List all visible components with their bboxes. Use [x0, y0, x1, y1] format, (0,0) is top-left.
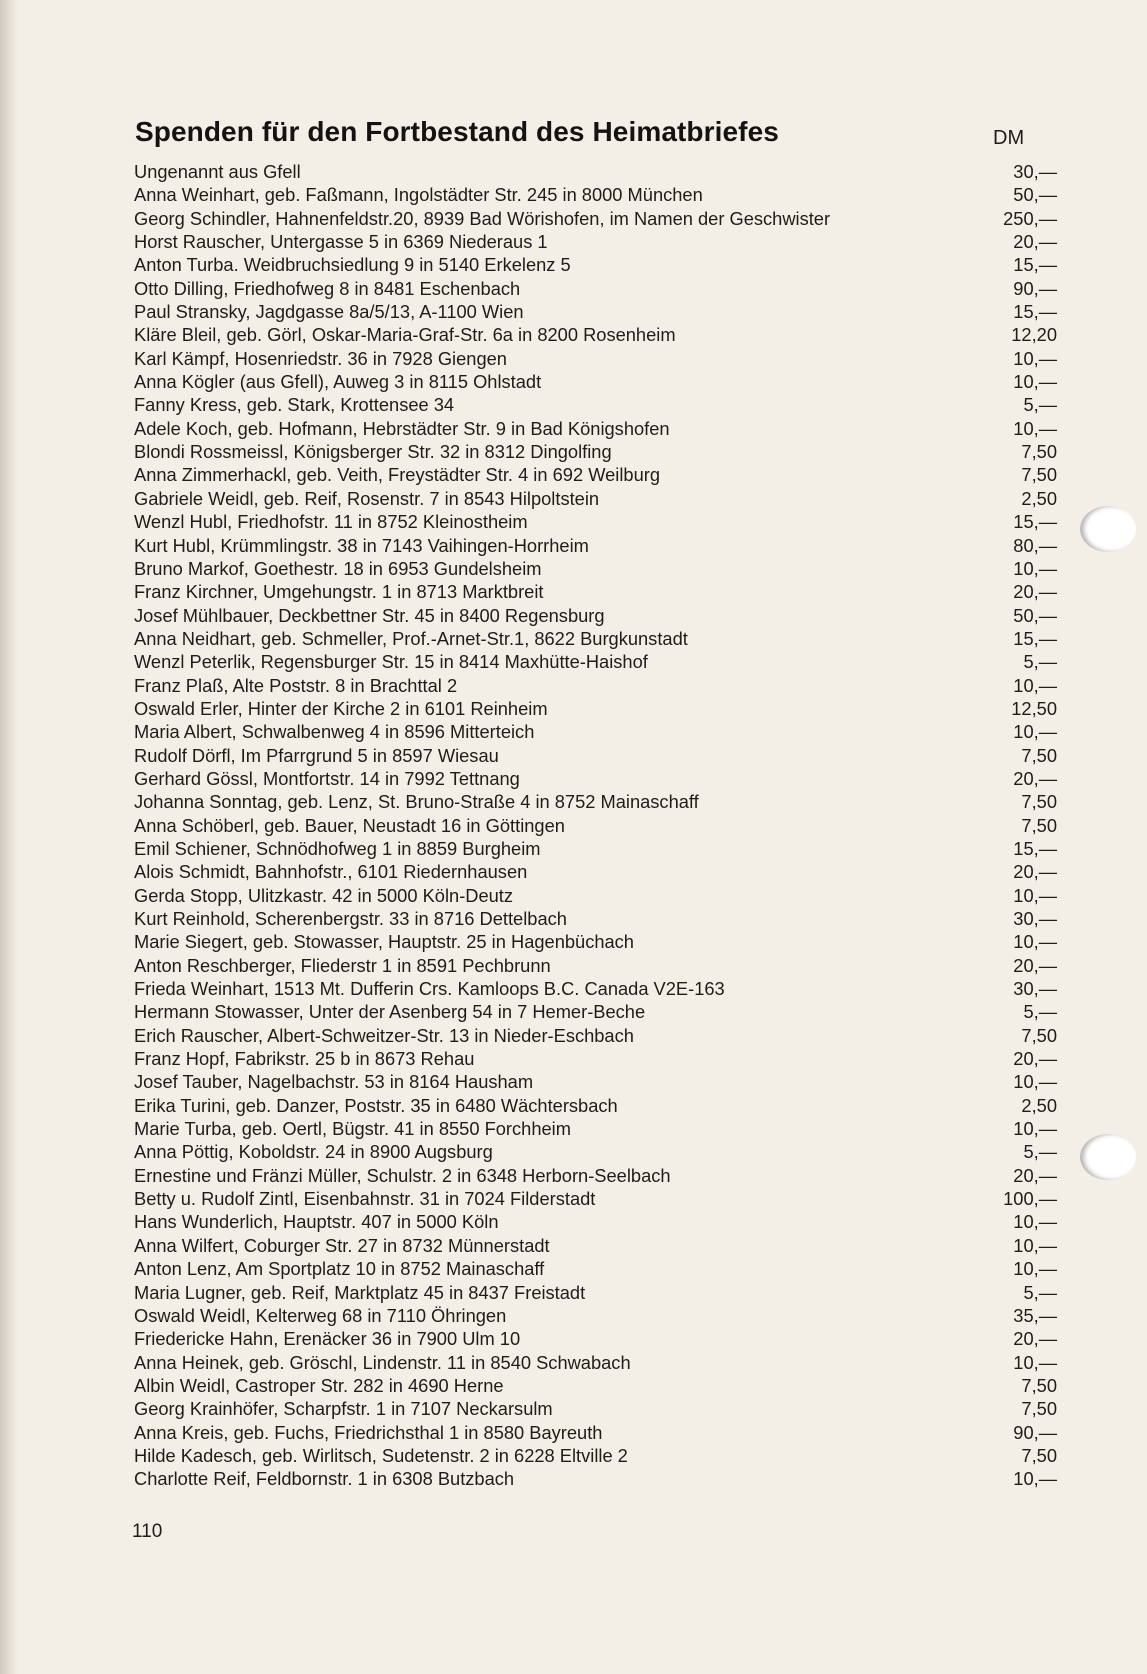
donor-row: [131, 1140, 1061, 1163]
donation-amount: 20,—: [1013, 581, 1057, 603]
donor-row: [131, 580, 1061, 603]
donation-amount: 5,—: [1023, 651, 1057, 673]
donation-amount: 20,—: [1013, 767, 1057, 789]
donor-name: Georg Schindler, Hahnenfeldstr.20, 8939 Bad Wörishofen, im Namen der Geschwister: [134, 207, 831, 229]
donor-name: Anna Zimmerhackl, geb. Veith, Freystädter Str. 4 in 692 Weilburg: [134, 464, 661, 486]
donor-row: [131, 1234, 1061, 1257]
donation-amount: 7,50: [1021, 1444, 1057, 1466]
donation-amount: 90,—: [1013, 277, 1057, 299]
donation-amount: 5,—: [1023, 1001, 1057, 1023]
donor-row: [131, 487, 1061, 510]
donation-amount: 12,20: [1011, 324, 1057, 346]
donation-amount: 80,—: [1013, 534, 1057, 556]
donor-name: Josef Mühlbauer, Deckbettner Str. 45 in 8400 Regensburg: [134, 604, 605, 626]
currency-header: DM: [993, 127, 1025, 149]
donor-row: [131, 814, 1061, 837]
donation-amount: 7,50: [1021, 1398, 1057, 1420]
donor-row: [131, 837, 1061, 860]
donor-row: [131, 417, 1061, 440]
donation-amount: 30,—: [1013, 161, 1057, 182]
donation-amount: 20,—: [1013, 231, 1057, 253]
donor-name: Kläre Bleil, geb. Görl, Oskar-Maria-Graf-Str. 6a in 8200 Rosenheim: [134, 324, 676, 346]
donor-name: Georg Krainhöfer, Scharpfstr. 1 in 7107 Neckarsulm: [134, 1398, 553, 1420]
donation-amount: 15,—: [1013, 254, 1057, 276]
donor-row: [131, 1187, 1061, 1210]
donation-amount: 5,—: [1023, 1141, 1057, 1163]
donor-name: Emil Schiener, Schnödhofweg 1 in 8859 Burgheim: [134, 837, 541, 859]
donor-row: [131, 1327, 1061, 1350]
donor-row: [131, 510, 1061, 533]
donation-amount: 2,50: [1021, 1094, 1057, 1116]
donor-name: Ungenannt aus Gfell: [134, 161, 301, 182]
donor-row: [131, 1117, 1061, 1140]
donor-row: [131, 604, 1061, 627]
donor-row: [131, 440, 1061, 463]
donor-name: Betty u. Rudolf Zintl, Eisenbahnstr. 31 in 7024 Filderstadt: [134, 1188, 596, 1210]
donor-name: Karl Kämpf, Hosenriedstr. 36 in 7928 Giengen: [134, 347, 507, 369]
donor-row: [131, 323, 1061, 346]
donor-name: Anton Reschberger, Fliederstr 1 in 8591 Pechbrunn: [134, 954, 551, 976]
donation-amount: 7,50: [1021, 441, 1057, 463]
donation-amount: 10,—: [1013, 1234, 1057, 1256]
donor-name: Kurt Reinhold, Scherenbergstr. 33 in 8716 Dettelbach: [134, 908, 567, 929]
donor-name: Otto Dilling, Friedhofweg 8 in 8481 Eschenbach: [134, 277, 521, 299]
donor-name: Johanna Sonntag, geb. Lenz, St. Bruno-Straße 4 in 8752 Mainaschaff: [134, 791, 699, 813]
donor-row: [131, 977, 1061, 1000]
donation-amount: 5,—: [1023, 394, 1057, 416]
donor-name: Anna Kreis, geb. Fuchs, Friedrichsthal 1 in 8580 Bayreuth: [134, 1421, 603, 1443]
donor-row: [131, 744, 1061, 767]
donor-row: [131, 1444, 1061, 1467]
donor-name: Frieda Weinhart, 1513 Mt. Dufferin Crs. Kamloops B.C. Canada V2E-163: [134, 978, 725, 1000]
heading-row: [131, 112, 1061, 160]
donation-amount: 50,—: [1013, 604, 1057, 626]
donation-amount: 50,—: [1013, 184, 1057, 206]
punch-hole-bottom: [1080, 1134, 1136, 1180]
punch-hole-top: [1080, 506, 1136, 552]
donor-row: [131, 930, 1061, 953]
donor-name: Anna Heinek, geb. Gröschl, Lindenstr. 11 in 8540 Schwabach: [134, 1351, 631, 1373]
donation-amount: 10,—: [1013, 371, 1057, 393]
donor-name: Adele Koch, geb. Hofmann, Hebrstädter Str. 9 in Bad Königshofen: [134, 417, 670, 439]
donor-name: Hans Wunderlich, Hauptstr. 407 in 5000 Köln: [134, 1211, 499, 1233]
donation-amount: 10,—: [1013, 1351, 1057, 1373]
donor-row: [131, 253, 1061, 276]
donation-amount: 10,—: [1013, 1468, 1057, 1490]
donation-section: [131, 112, 1061, 1491]
donation-amount: 10,—: [1013, 931, 1057, 953]
donation-amount: 10,—: [1013, 1071, 1057, 1093]
donation-amount: 7,50: [1021, 1024, 1057, 1046]
donation-amount: 10,—: [1013, 557, 1057, 579]
donor-row: [131, 534, 1061, 557]
donor-name: Anna Neidhart, geb. Schmeller, Prof.-Arnet-Str.1, 8622 Burgkunstadt: [134, 627, 688, 649]
donation-amount: 12,50: [1011, 697, 1057, 719]
donation-amount: 10,—: [1013, 1211, 1057, 1233]
donor-name: Blondi Rossmeissl, Königsberger Str. 32 in 8312 Dingolfing: [134, 441, 612, 463]
donation-amount: 10,—: [1013, 347, 1057, 369]
donor-name: Josef Tauber, Nagelbachstr. 53 in 8164 Hausham: [134, 1071, 534, 1093]
donation-amount: 35,—: [1013, 1304, 1057, 1326]
donor-row: [131, 1397, 1061, 1420]
donor-name: Wenzl Hubl, Friedhofstr. 11 in 8752 Kleinostheim: [134, 511, 528, 533]
donor-name: Hilde Kadesch, geb. Wirlitsch, Sudetenstr. 2 in 6228 Eltville 2: [134, 1444, 628, 1466]
donor-row: [131, 1304, 1061, 1327]
donor-row: [131, 1210, 1061, 1233]
donor-row: [131, 277, 1061, 300]
page-title: Spenden für den Fortbestand des Heimatbriefes: [135, 116, 779, 147]
donation-amount: 10,—: [1013, 721, 1057, 743]
donor-name: Oswald Weidl, Kelterweg 68 in 7110 Öhringen: [134, 1304, 507, 1326]
donation-amount: 30,—: [1013, 908, 1057, 929]
donation-amount: 30,—: [1013, 978, 1057, 1000]
donor-row: [131, 1164, 1061, 1187]
donation-amount: 10,—: [1013, 1258, 1057, 1280]
donor-row: [131, 767, 1061, 790]
donor-name: Anton Turba. Weidbruchsiedlung 9 in 5140 Erkelenz 5: [134, 254, 571, 276]
donation-amount: 10,—: [1013, 674, 1057, 696]
donor-row: [131, 1351, 1061, 1374]
donor-name: Wenzl Peterlik, Regensburger Str. 15 in 8414 Maxhütte-Haishof: [134, 651, 648, 673]
donation-amount: 90,—: [1013, 1421, 1057, 1443]
donor-row: [131, 790, 1061, 813]
donor-name: Kurt Hubl, Krümmlingstr. 38 in 7143 Vaihingen-Horrheim: [134, 534, 589, 556]
donor-row: [131, 1070, 1061, 1093]
donation-amount: 10,—: [1013, 884, 1057, 906]
donor-name: Maria Lugner, geb. Reif, Marktplatz 45 in 8437 Freistadt: [134, 1281, 586, 1303]
donor-row: [131, 207, 1061, 230]
donor-row: [131, 697, 1061, 720]
donor-row: [131, 907, 1061, 930]
donor-name: Ernestine und Fränzi Müller, Schulstr. 2 in 6348 Herborn-Seelbach: [134, 1164, 671, 1186]
donation-amount: 7,50: [1021, 1374, 1057, 1396]
donor-name: Hermann Stowasser, Unter der Asenberg 54 in 7 Hemer-Beche: [134, 1001, 646, 1023]
donor-name: Erika Turini, geb. Danzer, Poststr. 35 in 6480 Wächtersbach: [134, 1094, 618, 1116]
donor-row: [131, 1421, 1061, 1444]
donor-list: [131, 160, 1061, 1491]
donation-amount: 10,—: [1013, 1118, 1057, 1140]
donor-name: Erich Rauscher, Albert-Schweitzer-Str. 13 in Nieder-Eschbach: [134, 1024, 634, 1046]
donor-row: [131, 860, 1061, 883]
donor-name: Anna Weinhart, geb. Faßmann, Ingolstädter Str. 245 in 8000 München: [134, 184, 703, 206]
donor-row: [131, 1467, 1061, 1490]
donor-name: Alois Schmidt, Bahnhofstr., 6101 Riedernhausen: [134, 861, 528, 883]
donor-row: [131, 370, 1061, 393]
donor-row: [131, 674, 1061, 697]
donation-amount: 20,—: [1013, 954, 1057, 976]
donor-row: [131, 1024, 1061, 1047]
donor-row: [131, 1000, 1061, 1023]
donation-amount: 15,—: [1013, 837, 1057, 859]
donation-amount: 100,—: [1003, 1188, 1057, 1210]
donor-name: Marie Siegert, geb. Stowasser, Hauptstr. 25 in Hagenbüchach: [134, 931, 634, 953]
donor-row: [131, 1281, 1061, 1304]
donor-row: [131, 1047, 1061, 1070]
donor-row: [131, 954, 1061, 977]
donor-name: Gabriele Weidl, geb. Reif, Rosenstr. 7 in 8543 Hilpoltstein: [134, 487, 600, 509]
page-left-edge: [0, 0, 18, 1674]
donor-row: [131, 230, 1061, 253]
donor-name: Franz Hopf, Fabrikstr. 25 b in 8673 Rehau: [134, 1048, 475, 1070]
donation-amount: 15,—: [1013, 511, 1057, 533]
donor-row: [131, 720, 1061, 743]
donor-row: [131, 1257, 1061, 1280]
page-number: 110: [132, 1521, 163, 1542]
donation-amount: 5,—: [1023, 1281, 1057, 1303]
donor-row: [131, 393, 1061, 416]
donor-row: [131, 347, 1061, 370]
donor-name: Paul Stransky, Jagdgasse 8a/5/13, A-1100 Wien: [134, 301, 524, 323]
donor-name: Franz Kirchner, Umgehungstr. 1 in 8713 Marktbreit: [134, 581, 544, 603]
donation-amount: 7,50: [1021, 791, 1057, 813]
donor-name: Anna Kögler (aus Gfell), Auweg 3 in 8115 Ohlstadt: [134, 371, 542, 393]
donor-name: Anton Lenz, Am Sportplatz 10 in 8752 Mainaschaff: [134, 1258, 545, 1280]
donor-row: [131, 160, 1061, 183]
donation-amount: 10,—: [1013, 417, 1057, 439]
donation-amount: 7,50: [1021, 814, 1057, 836]
donor-name: Anna Pöttig, Koboldstr. 24 in 8900 Augsburg: [134, 1141, 493, 1163]
donor-name: Anna Wilfert, Coburger Str. 27 in 8732 Münnerstadt: [134, 1234, 550, 1256]
donor-row: [131, 183, 1061, 206]
donation-amount: 15,—: [1013, 627, 1057, 649]
donation-amount: 20,—: [1013, 1048, 1057, 1070]
donor-name: Horst Rauscher, Untergasse 5 in 6369 Niederaus 1: [134, 231, 548, 253]
donor-name: Marie Turba, geb. Oertl, Bügstr. 41 in 8550 Forchheim: [134, 1118, 571, 1140]
donor-row: [131, 650, 1061, 673]
donation-amount: 20,—: [1013, 1164, 1057, 1186]
donor-name: Anna Schöberl, geb. Bauer, Neustadt 16 in Göttingen: [134, 814, 565, 836]
donor-name: Albin Weidl, Castroper Str. 282 in 4690 Herne: [134, 1374, 504, 1396]
donor-name: Gerhard Gössl, Montfortstr. 14 in 7992 Tettnang: [134, 767, 520, 789]
donation-amount: 20,—: [1013, 861, 1057, 883]
donor-name: Fanny Kress, geb. Stark, Krottensee 34: [134, 394, 455, 416]
donor-name: Maria Albert, Schwalbenweg 4 in 8596 Mitterteich: [134, 721, 535, 743]
donor-row: [131, 884, 1061, 907]
donor-name: Franz Plaß, Alte Poststr. 8 in Brachttal 2: [134, 674, 458, 696]
donor-row: [131, 1374, 1061, 1397]
donation-amount: 2,50: [1021, 487, 1057, 509]
donor-name: Oswald Erler, Hinter der Kirche 2 in 6101 Reinheim: [134, 697, 548, 719]
donor-name: Rudolf Dörfl, Im Pfarrgrund 5 in 8597 Wiesau: [134, 744, 499, 766]
donor-name: Gerda Stopp, Ulitzkastr. 42 in 5000 Köln-Deutz: [134, 884, 514, 906]
donor-name: Charlotte Reif, Feldbornstr. 1 in 6308 Butzbach: [134, 1468, 515, 1490]
donor-row: [131, 627, 1061, 650]
donation-amount: 7,50: [1021, 464, 1057, 486]
donation-amount: 15,—: [1013, 301, 1057, 323]
donor-row: [131, 463, 1061, 486]
donor-name: Bruno Markof, Goethestr. 18 in 6953 Gundelsheim: [134, 557, 542, 579]
donation-amount: 7,50: [1021, 744, 1057, 766]
donation-amount: 250,—: [1003, 207, 1057, 229]
donation-amount: 20,—: [1013, 1328, 1057, 1350]
donor-row: [131, 1094, 1061, 1117]
donor-row: [131, 300, 1061, 323]
donor-name: Friedericke Hahn, Erenäcker 36 in 7900 Ulm 10: [134, 1328, 521, 1350]
donor-row: [131, 557, 1061, 580]
